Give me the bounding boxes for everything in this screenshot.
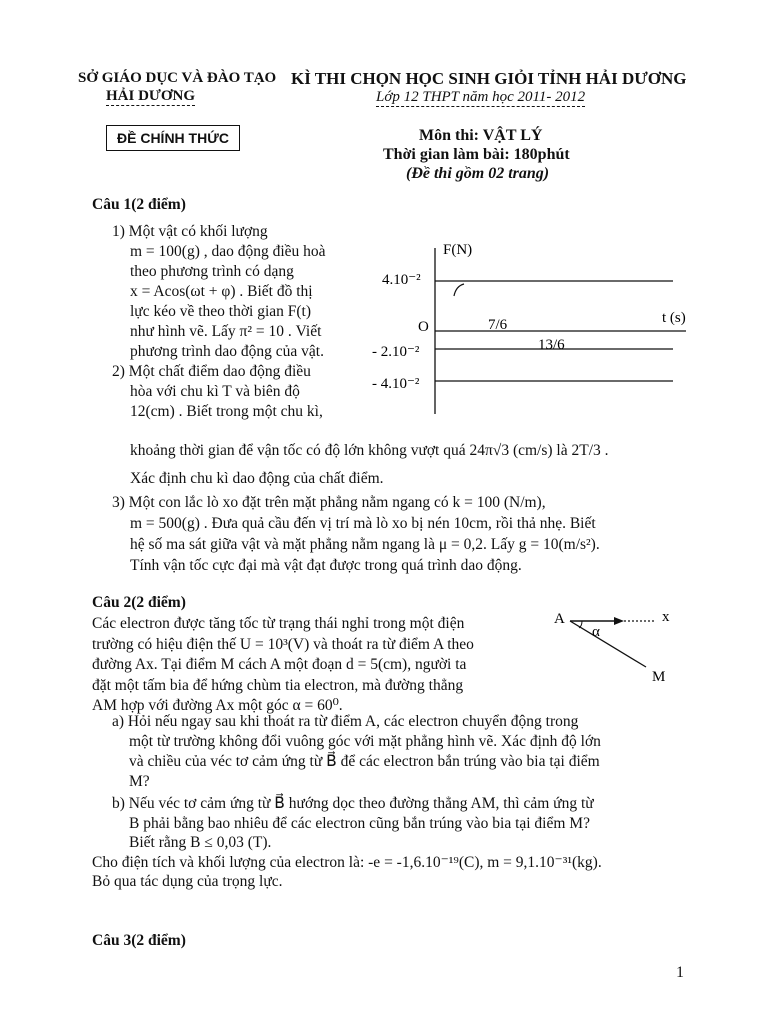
- q2-heading: Câu 2(2 điểm): [92, 594, 186, 611]
- x-axis-label: t (s): [662, 310, 686, 326]
- y-tick-label: - 4.10⁻²: [372, 376, 420, 392]
- issuer-line-1: SỞ GIÁO DỤC VÀ ĐÀO TẠO: [78, 70, 277, 86]
- issuer-line-2: HẢI DƯƠNG: [106, 88, 196, 104]
- origin-label: O: [418, 319, 429, 335]
- q1-p1-line: phương trình dao động của vật.: [130, 343, 324, 360]
- axis-x-label: x: [662, 609, 670, 625]
- q1-p1-line: lực kéo về theo thời gian F(t): [130, 303, 312, 320]
- q1-p1-line: 1) Một vật có khối lượng: [112, 223, 268, 240]
- q1-p3-line: Tính vận tốc cực đại mà vật đạt được trong quá trình dao động.: [130, 557, 522, 574]
- page-number: 1: [676, 964, 684, 981]
- electron-path-figure: [548, 604, 698, 684]
- subject-line: Môn thi: VẬT LÝ: [419, 127, 543, 144]
- x-tick-label: 13/6: [538, 337, 565, 353]
- official-stamp-box: ĐỀ CHÍNH THỨC: [106, 125, 240, 151]
- q1-p1-line: theo phương trình có dạng: [130, 263, 294, 280]
- q1-part3: [112, 492, 600, 576]
- q1-p3-line: hệ số ma sát giữa vật và mặt phẳng nằm ngang là μ = 0,2. Lấy g = 10(m/s²).: [130, 536, 600, 553]
- force-time-graph: [368, 236, 708, 416]
- q1-p2-line: 12(cm) . Biết trong một chu kì,: [130, 403, 323, 420]
- q2-intro-line: Các electron được tăng tốc từ trạng thái nghỉ trong một điện: [92, 615, 465, 632]
- q2-a-line: một từ trường không đổi vuông góc với mặt phẳng hình vẽ. Xác định độ lớn: [129, 733, 601, 750]
- q1-p3-line: 3) Một con lắc lò xo đặt trên mặt phẳng nằm ngang có k = 100 (N/m),: [112, 494, 546, 511]
- time-line: Thời gian làm bài: 180phút: [383, 146, 570, 163]
- y-axis-label: F(N): [443, 242, 473, 258]
- q3-heading: Câu 3(2 điểm): [92, 932, 186, 949]
- y-tick-label: - 2.10⁻²: [372, 344, 420, 360]
- q2-intro-line: AM hợp với đường Ax một góc α = 60⁰.: [92, 697, 343, 714]
- q2-intro: [92, 614, 474, 717]
- q2-part-a: [112, 712, 601, 792]
- q2-given-line: Cho điện tích và khối lượng của electron là: -e = -1,6.10⁻¹⁹(C), m = 9,1.10⁻³¹(kg).: [92, 854, 602, 871]
- q1-p1-line: m = 100(g) , dao động điều hoà: [130, 243, 326, 260]
- q1-p3-line: m = 500(g) . Đưa quả cầu đến vị trí mà lò xo bị nén 10cm, rồi thả nhẹ. Biết: [130, 515, 596, 532]
- q1-p2-line: 2) Một chất điểm dao động điều: [112, 363, 311, 380]
- q2-a-line: a) Hỏi nếu ngay sau khi thoát ra từ điểm A, các electron chuyển động trong: [112, 713, 579, 730]
- q2-given-line: Bỏ qua tác dụng của trọng lực.: [92, 873, 283, 890]
- q2-a-line: và chiều của véc tơ cảm ứng từ B⃗ để các electron bắn trúng vào bia tại điểm: [129, 753, 600, 770]
- curve-start-mark: [454, 284, 464, 296]
- q1-p2-line: khoảng thời gian để vận tốc có độ lớn không vượt quá 24π√3 (cm/s) là 2T/3 .: [130, 442, 609, 459]
- q2-intro-line: đặt một tấm bia để hứng chùm tia electron, mà đường thẳng: [92, 676, 464, 694]
- arrow-head: [614, 617, 624, 625]
- alpha-label: α: [592, 624, 600, 640]
- q1-heading: Câu 1(2 điểm): [92, 196, 186, 213]
- q2-part-b: [112, 794, 594, 853]
- point-a-label: A: [554, 611, 565, 627]
- exam-title: KÌ THI CHỌN HỌC SINH GIỎI TỈNH HẢI DƯƠNG: [291, 69, 687, 88]
- q2-b-line: B phải bằng bao nhiêu để các electron cũng bắn trúng vào bia tại điểm M?: [129, 814, 590, 832]
- q1-part1: [112, 222, 326, 422]
- line-am: [570, 621, 646, 667]
- q2-b-line: Biết rằng B ≤ 0,03 (T).: [129, 834, 272, 851]
- q2-a-line: M?: [129, 773, 150, 790]
- q2-given: [92, 853, 602, 891]
- exam-subtitle: Lớp 12 THPT năm học 2011- 2012: [376, 89, 586, 105]
- pages-note: (Đề thi gồm 02 trang): [406, 165, 550, 182]
- q1-p2-line: Xác định chu kì dao động của chất điểm.: [130, 470, 384, 487]
- point-m-label: M: [652, 669, 666, 684]
- q1-p1-line: x = Acos(ωt + φ) . Biết đồ thị: [130, 283, 313, 300]
- q1-part2-cont: [130, 440, 609, 490]
- q2-b-line: b) Nếu véc tơ cảm ứng từ B⃗ hướng dọc theo đường thẳng AM, thì cảm ứng từ: [112, 795, 594, 812]
- q1-p1-line: như hình vẽ. Lấy π² = 10 . Viết: [130, 323, 322, 340]
- q2-intro-line: đường Ax. Tại điểm M cách A một đoạn d = 5(cm), người ta: [92, 656, 467, 673]
- y-tick-label: 4.10⁻²: [382, 272, 421, 288]
- q1-p2-line: hòa với chu kì T và biên độ: [130, 383, 300, 400]
- q2-intro-line: trường có hiệu điện thế U = 10³(V) và thoát ra từ điểm A theo: [92, 635, 474, 653]
- x-tick-label: 7/6: [488, 317, 508, 333]
